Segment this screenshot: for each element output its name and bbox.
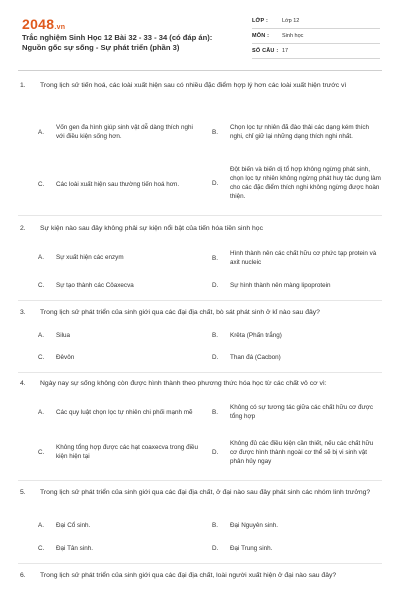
question-text: Ngày nay sự sống không còn được hình thành theo phương thức hóa học từ các chất vô cơ vì: xyxy=(40,380,327,387)
option-letter: A. xyxy=(38,521,44,529)
option-text: Đại Cổ sinh. xyxy=(56,521,91,529)
option-letter: B. xyxy=(212,408,218,416)
header-divider xyxy=(18,70,382,71)
question-number: 5. xyxy=(20,489,26,496)
option-letter: B. xyxy=(212,331,218,339)
question-text: Sự kiện nào sau đây không phải sự kiện nổi bật của tiến hóa tiền sinh học xyxy=(40,225,263,232)
question-text: Trong lịch sử tiến hoá, các loài xuất hiện sau có nhiều đặc điểm hợp lý hơn các loài xuất hiện trước vì xyxy=(40,82,347,89)
option-letter: C. xyxy=(38,180,45,188)
option-text: Sự tạo thành các Côaxecva xyxy=(56,281,134,289)
info-value-class[interactable]: Lớp 12 xyxy=(282,18,300,24)
option-letter: A. xyxy=(38,128,44,136)
info-row-class xyxy=(252,14,380,29)
option-text: Đêvôn xyxy=(56,353,75,361)
option-text: Các quy luật chọn lọc tự nhiên chi phối mạnh mẽ xyxy=(56,408,193,416)
option-text: Chọn lọc tự nhiên đã đào thải các dạng kém thích nghi, chỉ giữ lại những dạng thích nghi nhất. xyxy=(230,124,369,140)
option-letter: D. xyxy=(212,448,219,456)
option-c[interactable] xyxy=(38,278,198,292)
option-text: Hình thành nên các chất hữu cơ phức tạp protein và axit nucleic xyxy=(230,250,377,266)
option-text: Sự hình thành nên màng lipoprotein xyxy=(230,281,331,289)
option-text: Không tổng hợp được các hạt coaxecva trong điều kiện hiện tại xyxy=(56,444,198,460)
option-b[interactable] xyxy=(212,518,382,532)
question-4 xyxy=(20,379,382,389)
question-text: Trong lịch sử phát triển của sinh giới qua các đại địa chất, bò sát phát sinh ở kỉ nào sau đây? xyxy=(40,309,320,316)
question-stem xyxy=(20,81,382,91)
option-c[interactable] xyxy=(38,170,198,198)
option-c[interactable] xyxy=(38,440,198,464)
option-a[interactable] xyxy=(38,250,198,264)
info-value-count: 17 xyxy=(282,48,289,54)
option-text: Silua xyxy=(56,331,71,339)
option-letter: A. xyxy=(38,408,44,416)
option-c[interactable] xyxy=(38,541,198,555)
option-letter: C. xyxy=(38,544,45,552)
option-text: Vốn gen đa hình giúp sinh vật dễ dàng thích nghi với điều kiện sống hơn. xyxy=(56,124,193,140)
option-letter: A. xyxy=(38,253,44,261)
info-row-count xyxy=(252,44,380,59)
question-1 xyxy=(20,81,382,91)
option-letter: B. xyxy=(212,254,218,262)
option-a[interactable] xyxy=(38,518,198,532)
question-stem xyxy=(20,308,382,318)
question-number: 1. xyxy=(20,82,26,89)
info-row-subject xyxy=(252,29,380,44)
option-text: Không đủ các điều kiện cần thiết, nếu các chất hữu cơ được hình thành ngoài cơ thể sẽ bị vi sinh vật phân hủy ngay xyxy=(230,439,374,465)
page-header xyxy=(0,0,400,70)
question-separator xyxy=(18,300,382,301)
option-b[interactable] xyxy=(212,400,382,424)
option-b[interactable] xyxy=(212,328,382,342)
option-letter: D. xyxy=(212,544,219,552)
option-letter: B. xyxy=(212,128,218,136)
option-letter: D. xyxy=(212,353,219,361)
question-number: 6. xyxy=(20,572,26,579)
question-separator xyxy=(18,563,382,564)
option-d[interactable] xyxy=(212,434,382,470)
question-stem xyxy=(20,224,382,234)
question-3 xyxy=(20,308,382,318)
option-d[interactable] xyxy=(212,541,382,555)
option-b[interactable] xyxy=(212,247,382,269)
option-d[interactable] xyxy=(212,160,382,206)
option-b[interactable] xyxy=(212,115,382,149)
question-number: 3. xyxy=(20,309,26,316)
option-d[interactable] xyxy=(212,278,382,292)
option-letter: B. xyxy=(212,521,218,529)
option-letter: C. xyxy=(38,353,45,361)
info-label: MÔN : xyxy=(252,33,270,39)
option-c[interactable] xyxy=(38,350,198,364)
option-letter: D. xyxy=(212,281,219,289)
option-text: Đại Nguyên sinh. xyxy=(230,521,278,529)
question-stem xyxy=(20,488,382,498)
info-label: SỐ CÂU : xyxy=(252,48,279,54)
option-text: Các loài xuất hiện sau thường tiến hoá hơn. xyxy=(56,180,180,188)
question-stem xyxy=(20,571,382,581)
option-letter: A. xyxy=(38,331,44,339)
option-text: Than đá (Cacbon) xyxy=(230,353,281,361)
info-label: LỚP : xyxy=(252,18,268,24)
page-title: Trắc nghiệm Sinh Học 12 Bài 32 - 33 - 34 (có đáp án): Nguồn gốc sự sống - Sự phát triển (phần 3) xyxy=(22,33,213,52)
option-text: Đại Tân sinh. xyxy=(56,544,93,552)
question-text: Trong lịch sử phát triển của sinh giới qua các đại địa chất, ở đại nào sau đây phát sinh các nhóm linh trưởng? xyxy=(40,489,371,496)
info-panel xyxy=(252,14,380,59)
logo-suffix: .vn xyxy=(54,24,66,31)
option-a[interactable] xyxy=(38,328,198,342)
question-text: Trong lịch sử phát triển của sinh giới qua các đại địa chất, loài người xuất hiện ở đại nào sau đây? xyxy=(40,572,337,579)
question-separator xyxy=(18,480,382,481)
option-text: Không có sự tương tác giữa các chất hữu cơ được tổng hợp xyxy=(230,404,374,420)
option-a[interactable] xyxy=(38,400,198,424)
question-2 xyxy=(20,224,382,234)
option-text: Krêta (Phấn trắng) xyxy=(230,331,282,339)
option-letter: D. xyxy=(212,179,219,187)
question-stem xyxy=(20,379,382,389)
question-5 xyxy=(20,488,382,498)
question-number: 2. xyxy=(20,225,26,232)
question-separator xyxy=(18,215,382,216)
option-text: Đột biến và biến dị tổ hợp không ngừng phát sinh, chọn lọc tự nhiên không ngừng phát huy tác dụng làm cho các đặc điểm thích nghi không ngừng được hoàn thiện. xyxy=(230,166,381,200)
option-text: Sự xuất hiện các enzym xyxy=(56,253,124,261)
info-value-subject[interactable]: Sinh học xyxy=(282,33,304,39)
option-text: Đại Trung sinh. xyxy=(230,544,273,552)
logo-text: 2048 xyxy=(22,16,55,32)
option-d[interactable] xyxy=(212,350,382,364)
question-number: 4. xyxy=(20,380,26,387)
option-letter: C. xyxy=(38,281,45,289)
option-a[interactable] xyxy=(38,118,198,146)
question-separator xyxy=(18,372,382,373)
site-logo[interactable] xyxy=(22,16,65,32)
question-6 xyxy=(20,571,382,581)
option-letter: C. xyxy=(38,448,45,456)
